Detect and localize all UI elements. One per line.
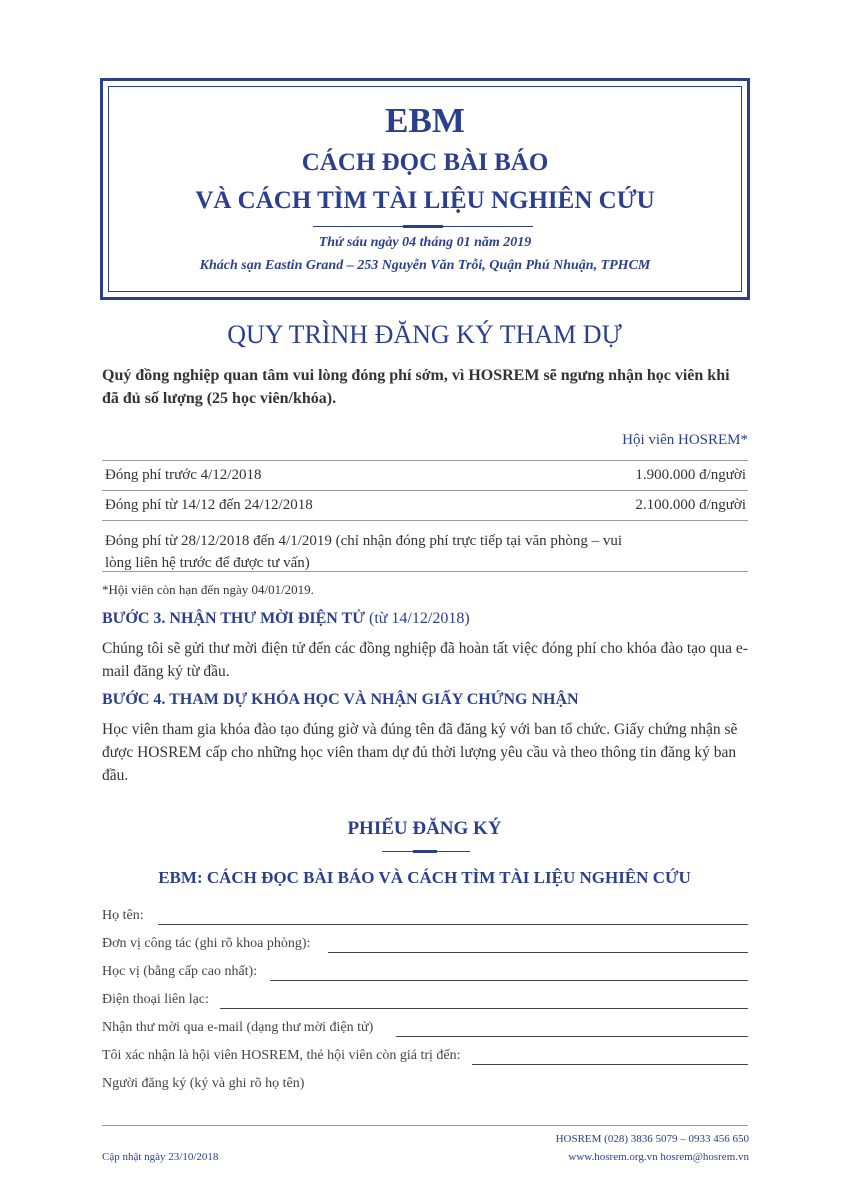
fee-column-header: Hội viên HOSREM* — [622, 432, 748, 448]
footer-updated-date: Cập nhật ngày 23/10/2018 — [102, 1151, 219, 1163]
signature-field[interactable] — [102, 1074, 748, 1098]
step4-heading — [102, 691, 579, 709]
form-title: PHIẾU ĐĂNG KÝ — [347, 818, 502, 839]
form-divider-accent — [413, 850, 437, 853]
footer-contact-phone: HOSREM (028) 3836 5079 – 0933 456 650 — [555, 1133, 749, 1145]
step3-heading-note: (từ 14/12/2018) — [368, 610, 470, 627]
workplace-input-line[interactable] — [328, 952, 748, 953]
document-subtitle-line1: CÁCH ĐỌC BÀI BÁO — [301, 149, 549, 176]
fee-footnote: *Hội viên còn hạn đến ngày 04/01/2019. — [102, 582, 314, 597]
fee-label: Đóng phí trước 4/12/2018 — [105, 467, 262, 483]
signature-field-label: Người đăng ký (ký và ghi rõ họ tên) — [102, 1076, 305, 1091]
email-input-line[interactable] — [396, 1036, 748, 1037]
footer-contact-web: www.hosrem.org.vn hosrem@hosrem.vn — [568, 1151, 749, 1163]
step4-body: Học viên tham gia khóa đào tạo đúng giờ và đúng tên đã đăng ký với ban tổ chức. Giấy chứng nhận sẽ được HOSREM cấp cho những học viên tham dự đủ thời lượng yêu cầu và theo thông tin đăng ký ban đầu. — [102, 721, 738, 784]
workplace-field[interactable] — [102, 934, 748, 958]
footer-divider — [102, 1125, 748, 1126]
fee-amount: 1.900.000 đ/người — [635, 467, 746, 483]
phone-input-line[interactable] — [220, 1008, 748, 1009]
fee-amount: 2.100.000 đ/người — [635, 497, 746, 513]
section-title: QUY TRÌNH ĐĂNG KÝ THAM DỰ — [227, 320, 622, 349]
step3-heading — [102, 610, 470, 628]
fee-label: Đóng phí từ 28/12/2018 đến 4/1/2019 (chỉ nhận đóng phí trực tiếp tại văn phòng – vui lòng liên hệ trước để được tư vấn) — [105, 533, 623, 571]
header-box — [100, 78, 750, 300]
document-title: EBM — [385, 101, 465, 140]
fee-row — [102, 490, 748, 521]
name-field-label: Họ tên: — [102, 908, 144, 923]
fee-row — [102, 520, 748, 572]
member-field[interactable] — [102, 1046, 748, 1070]
phone-field[interactable] — [102, 990, 748, 1014]
degree-field[interactable] — [102, 962, 748, 986]
degree-input-line[interactable] — [270, 980, 748, 981]
name-field[interactable] — [102, 906, 748, 930]
member-field-label: Tôi xác nhận là hội viên HOSREM, thẻ hội viên còn giá trị đến: — [102, 1048, 461, 1063]
degree-field-label: Học vị (bằng cấp cao nhất): — [102, 964, 258, 979]
step4-heading-text: BƯỚC 4. THAM DỰ KHÓA HỌC VÀ NHẬN GIẤY CHỨNG NHẬN — [102, 691, 579, 708]
fee-row — [102, 460, 748, 491]
step3-body: Chúng tôi sẽ gửi thư mời điện tử đến các đồng nghiệp đã hoàn tất việc đóng phí cho khóa đào tạo qua e-mail đăng ký từ đầu. — [102, 640, 748, 680]
document-subtitle-line2: VÀ CÁCH TÌM TÀI LIỆU NGHIÊN CỨU — [195, 187, 655, 214]
event-venue: Khách sạn Eastin Grand – 253 Nguyễn Văn Trỗi, Quận Phú Nhuận, TPHCM — [199, 258, 651, 273]
step3-heading-text: BƯỚC 3. NHẬN THƯ MỜI ĐIỆN TỬ — [102, 610, 365, 627]
event-date: Thứ sáu ngày 04 tháng 01 năm 2019 — [318, 235, 532, 250]
phone-field-label: Điện thoại liên lạc: — [102, 992, 209, 1007]
intro-text: Quý đồng nghiệp quan tâm vui lòng đóng phí sớm, vì HOSREM sẽ ngưng nhận học viên khi đã đủ số lượng (25 học viên/khóa). — [102, 367, 730, 407]
fee-table-bottom-border — [102, 571, 748, 572]
workplace-field-label: Đơn vị công tác (ghi rõ khoa phòng): — [102, 936, 311, 951]
email-field-label: Nhận thư mời qua e-mail (dạng thư mời điện tử) — [102, 1020, 374, 1035]
fee-label: Đóng phí từ 14/12 đến 24/12/2018 — [105, 497, 313, 513]
name-input-line[interactable] — [158, 924, 748, 925]
email-field[interactable] — [102, 1018, 748, 1042]
form-subtitle: EBM: CÁCH ĐỌC BÀI BÁO VÀ CÁCH TÌM TÀI LIỆU NGHIÊN CỨU — [158, 868, 691, 887]
member-input-line[interactable] — [472, 1064, 748, 1065]
header-divider-accent — [403, 225, 443, 228]
